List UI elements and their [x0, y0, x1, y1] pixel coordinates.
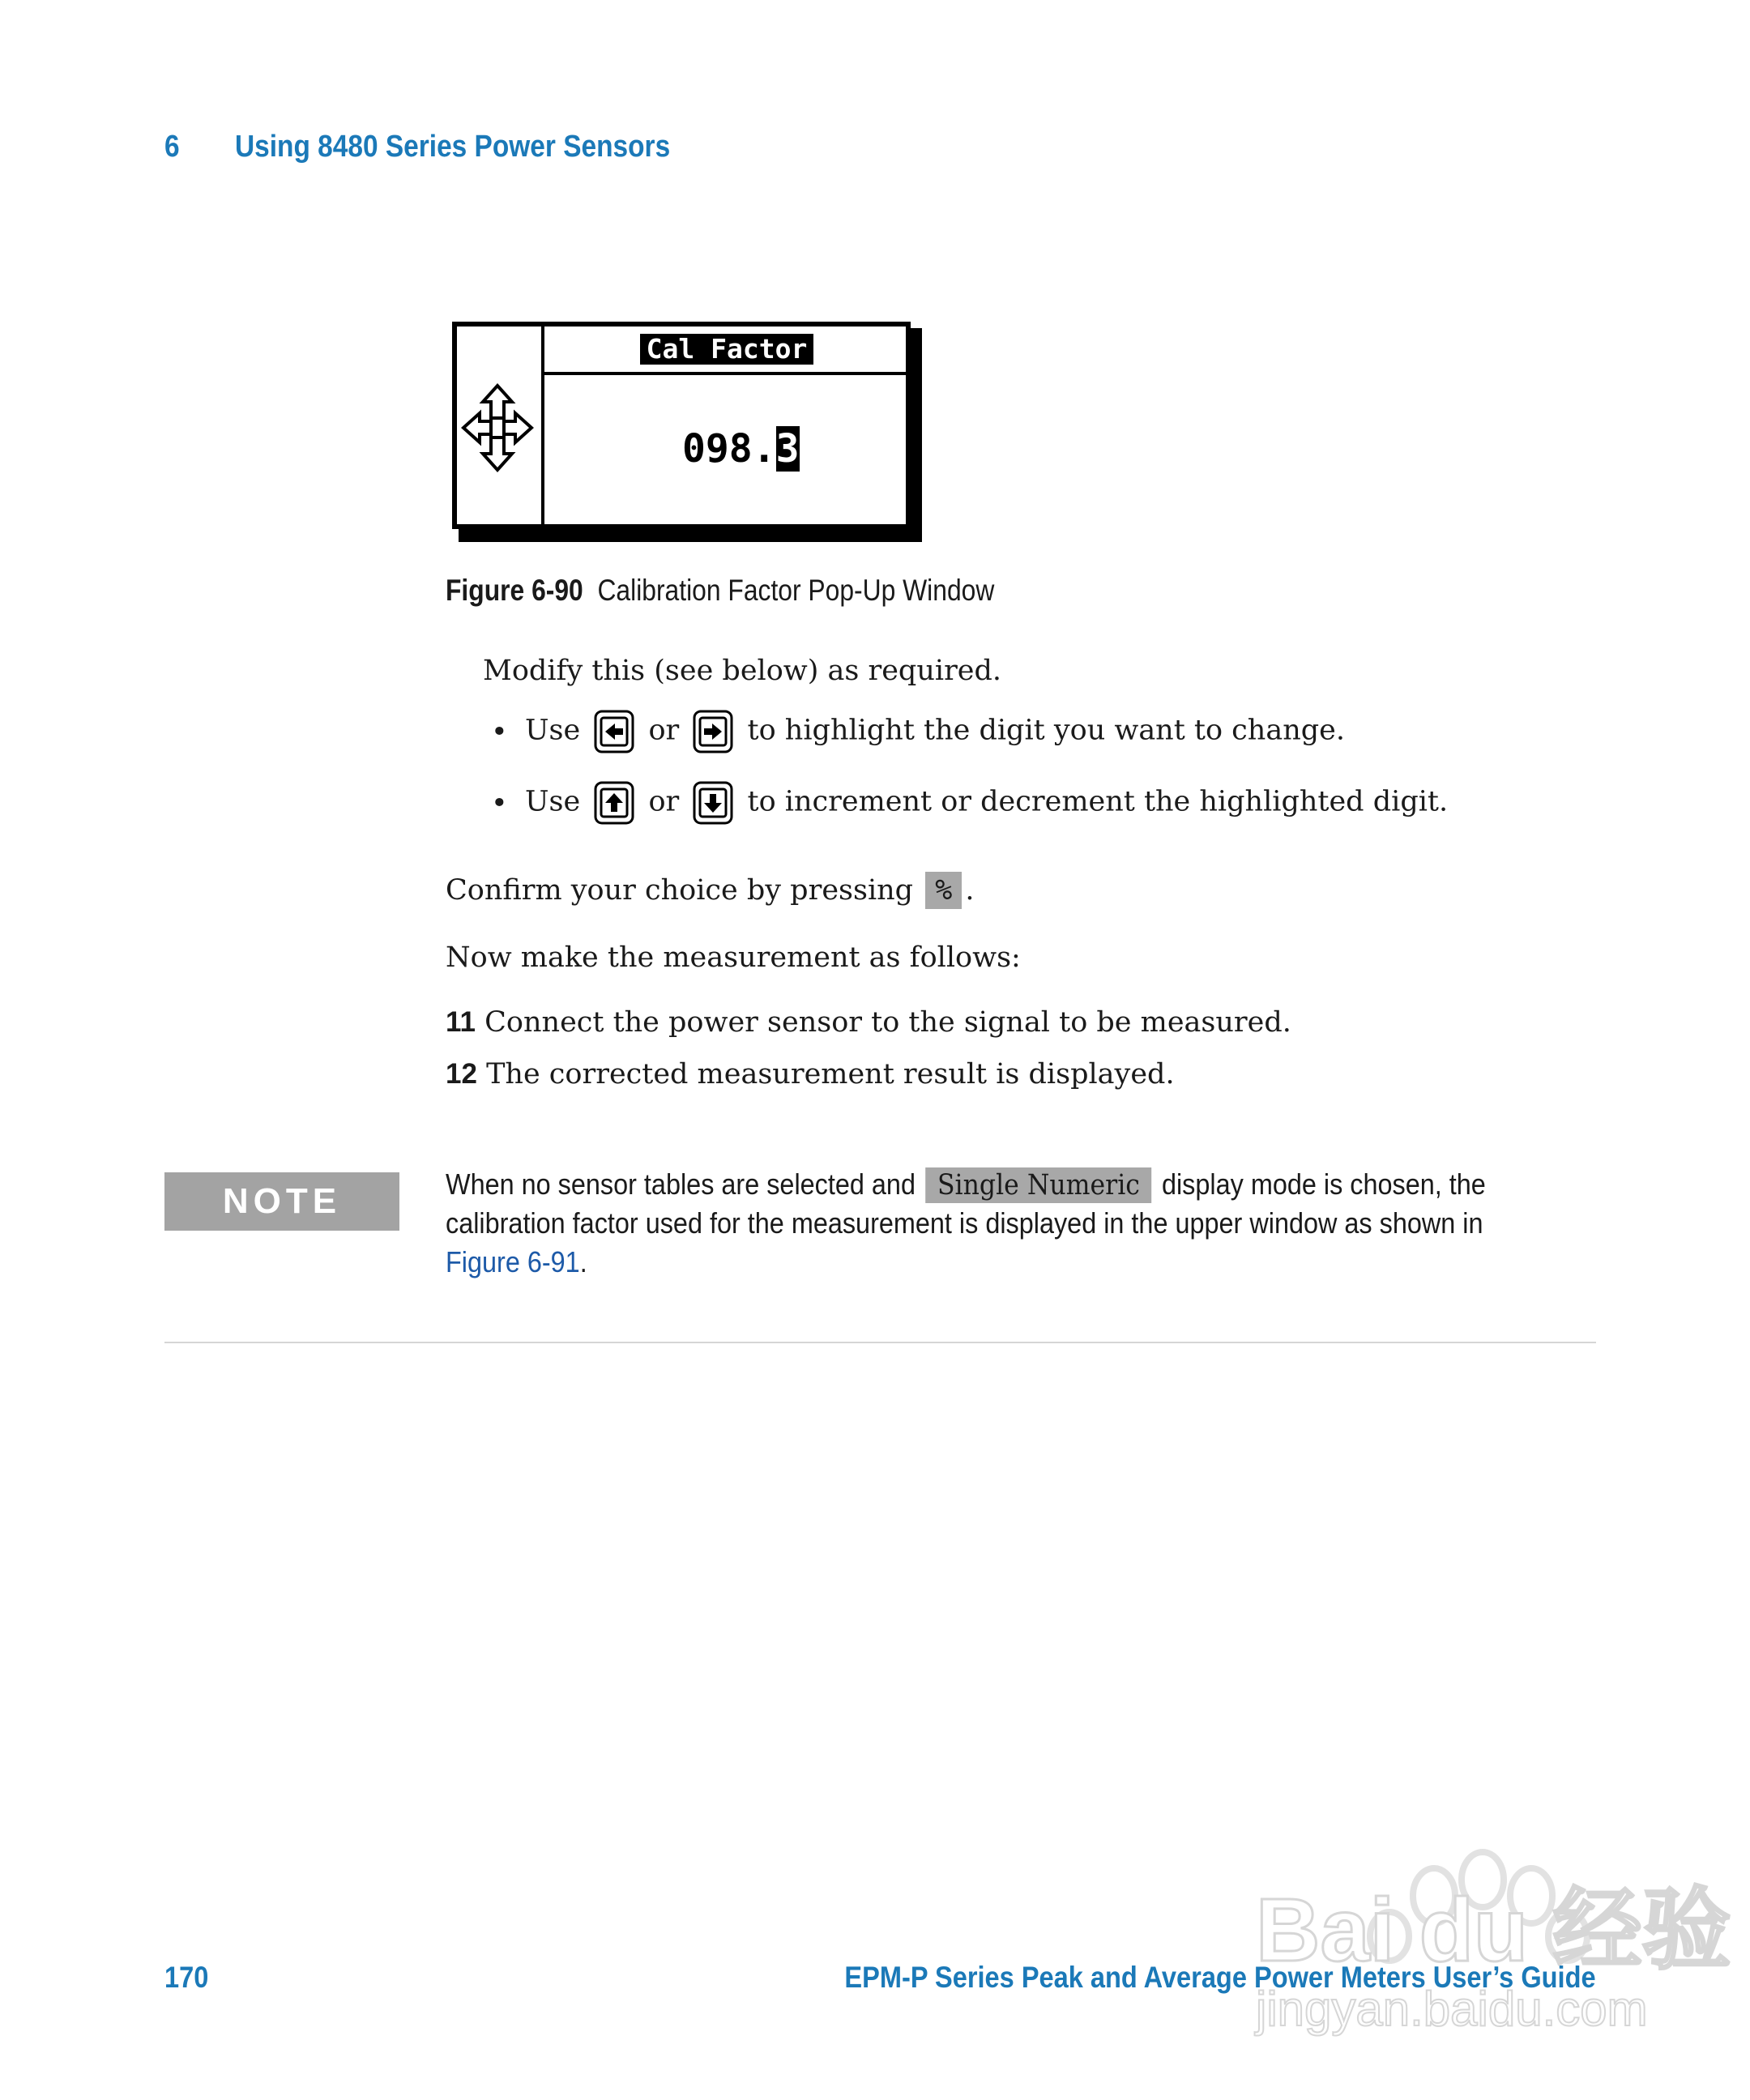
step-text: The corrected measurement result is displayed. [486, 1058, 1175, 1091]
single-numeric-softkey: Single Numeric [926, 1167, 1152, 1203]
step-12 [446, 1056, 1175, 1092]
display-value-highlighted-digit: 3 [775, 426, 800, 472]
bullet-text: to increment or decrement the highlighted digit. [747, 785, 1449, 818]
figure-6-91-link[interactable]: Figure 6-91 [446, 1245, 580, 1278]
confirm-line [446, 872, 974, 909]
up-arrow-key-icon [594, 781, 634, 825]
display-value-prefix: 098. [682, 426, 776, 472]
bullet-or-label: or [648, 785, 680, 818]
step-text: Connect the power sensor to the signal to be measured. [484, 1006, 1291, 1039]
bullet-or-label: or [648, 714, 680, 747]
note-label: NOTE [164, 1172, 399, 1231]
display-value [682, 426, 800, 472]
confirm-text: Confirm your choice by pressing [446, 874, 914, 907]
note-line-3 [446, 1243, 1532, 1282]
bullet-use-label: Use [525, 714, 581, 747]
figure-caption-text: Calibration Factor Pop-Up Window [597, 574, 995, 607]
right-arrow-key-icon [693, 710, 733, 753]
step-11 [446, 1005, 1291, 1040]
step-number: 11 [446, 1006, 476, 1038]
bullet-mark: • [491, 716, 508, 749]
note-line-1 [446, 1165, 1532, 1204]
figure-caption-label: Figure 6-90 [446, 574, 583, 607]
baidu-watermark [1248, 1839, 1731, 2050]
display-divider-vertical [541, 327, 544, 524]
bullet-item-1 [0, 708, 1750, 757]
confirm-period: . [965, 874, 975, 907]
down-arrow-key-icon [693, 781, 733, 825]
chapter-number: 6 [164, 130, 180, 164]
display-title: Cal Factor [640, 334, 813, 365]
bullet-text: to highlight the digit you want to change. [747, 714, 1345, 747]
note-link-suffix: . [579, 1245, 587, 1278]
page-number: 170 [164, 1961, 209, 1994]
four-way-arrows-icon [459, 381, 536, 475]
bullet-mark: • [491, 788, 508, 820]
section-divider [164, 1342, 1596, 1343]
note-text [446, 1165, 1532, 1282]
figure-caption [446, 574, 994, 608]
display-divider-horizontal [544, 372, 906, 375]
measurement-intro: Now make the measurement as follows: [446, 941, 1021, 974]
bullet-use-label: Use [525, 785, 581, 818]
note-line-2: calibration factor used for the measurement is displayed in the upper window as shown in [446, 1206, 1483, 1240]
percent-key: % [925, 872, 962, 909]
bullet-item-2 [0, 779, 1750, 828]
step-number: 12 [446, 1058, 477, 1090]
chapter-title: Using 8480 Series Power Sensors [235, 130, 671, 164]
watermark-brand: Bai du 经验 [1256, 1880, 1731, 1980]
note-line-1-suffix: display mode is chosen, the [1161, 1167, 1486, 1201]
guide-title: EPM-P Series Peak and Average Power Meters User’s Guide [844, 1961, 1596, 1994]
watermark-url: jingyan.baidu.com [1256, 1982, 1648, 2036]
note-line-1-prefix: When no sensor tables are selected and [446, 1167, 916, 1201]
intro-text: Modify this (see below) as required. [483, 655, 1002, 687]
left-arrow-key-icon [594, 710, 634, 753]
